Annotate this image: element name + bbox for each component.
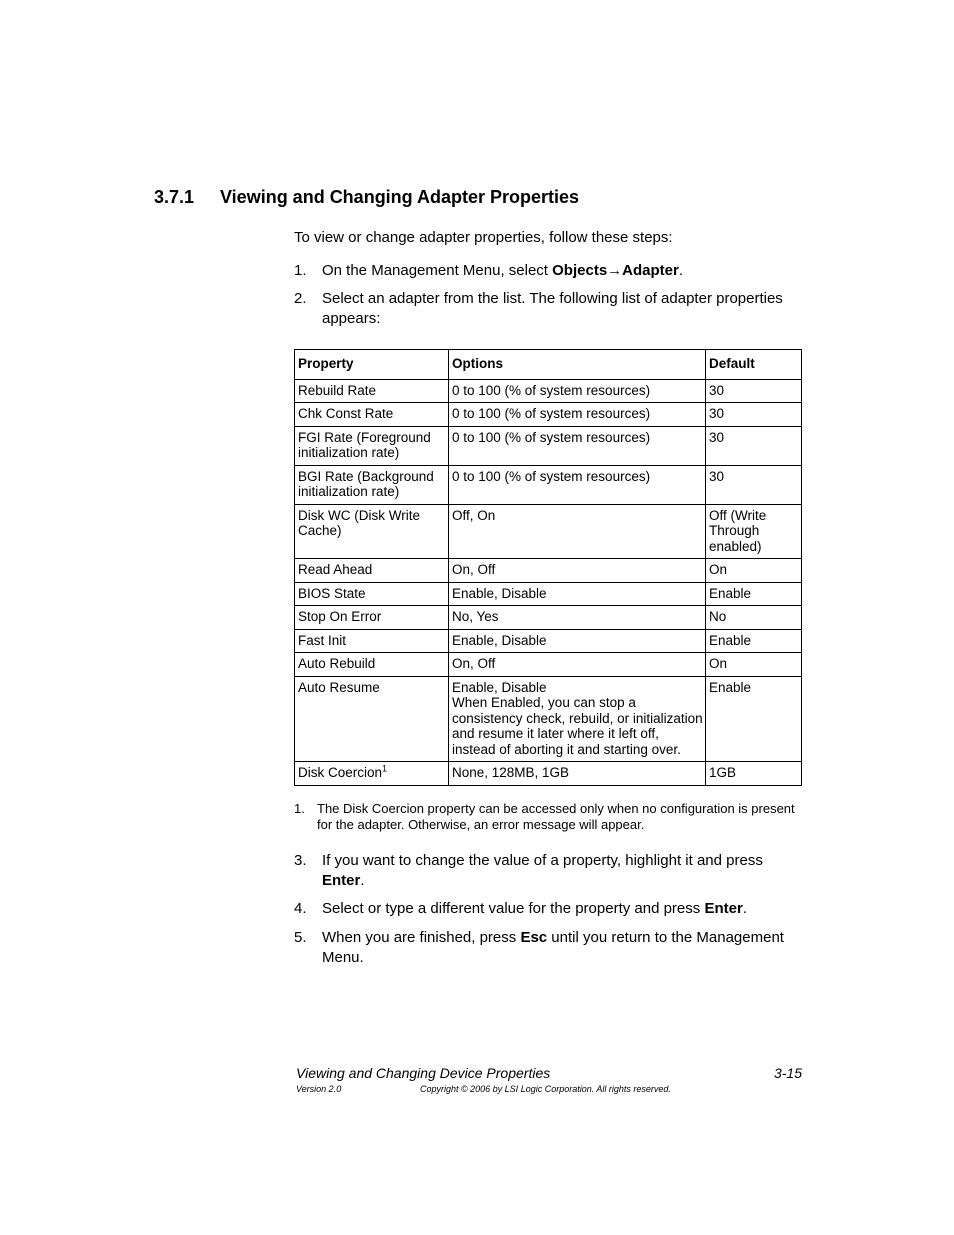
table-row [295, 762, 802, 786]
table-row [295, 676, 802, 762]
cell-options [449, 676, 706, 762]
column-header-options: Options [449, 350, 706, 380]
footnote-text: The Disk Coercion property can be accessed only when no configuration is present for the adapter. Otherwise, an error message will appear. [317, 801, 795, 832]
footer-page-number: 3-15 [773, 1065, 802, 1081]
table-footnote [294, 801, 802, 833]
footer-version: Version 2.0 [296, 1084, 342, 1094]
cell-property [295, 762, 449, 786]
column-header-default: Default [706, 350, 802, 380]
step-2 [294, 289, 802, 329]
table-header-row [295, 350, 802, 380]
cell-default: 30 [706, 426, 802, 465]
cell-options: None, 128MB, 1GB [449, 762, 706, 786]
table-row [295, 582, 802, 606]
cell-property: BIOS State [295, 582, 449, 606]
step-1 [294, 261, 802, 281]
cell-default: Enable [706, 582, 802, 606]
cell-property: Auto Rebuild [295, 653, 449, 677]
cell-options: On, Off [449, 653, 706, 677]
cell-options: No, Yes [449, 606, 706, 630]
table-row [295, 629, 802, 653]
footer-copyright: Copyright © 2006 by LSI Logic Corporation. All rights reserved. [420, 1084, 671, 1094]
step-text: On the Management Menu, select Objects→Adapter. [322, 262, 684, 279]
step-text: Select or type a different value for the property and press Enter. [322, 900, 747, 917]
step-number: 2. [294, 290, 307, 307]
cell-property: BGI Rate (Background initialization rate) [295, 465, 449, 504]
table-row [295, 559, 802, 583]
cell-property: Auto Resume [295, 676, 449, 762]
options-note: When Enabled, you can stop a consistency check, rebuild, or initialization and resume it later where it left off, instead of aborting it and starting over. [452, 695, 703, 757]
step-3 [294, 851, 802, 891]
cell-property: Read Ahead [295, 559, 449, 583]
cell-property: Chk Const Rate [295, 403, 449, 427]
cell-options: 0 to 100 (% of system resources) [449, 403, 706, 427]
step-number: 4. [294, 900, 307, 917]
section-number: 3.7.1 [154, 187, 195, 207]
cell-property: Fast Init [295, 629, 449, 653]
cell-default: 1GB [706, 762, 802, 786]
step-5 [294, 928, 802, 968]
table-row [295, 606, 802, 630]
table-row [295, 465, 802, 504]
column-header-property: Property [295, 350, 449, 380]
intro-paragraph: To view or change adapter properties, follow these steps: [294, 229, 673, 246]
cell-default: On [706, 559, 802, 583]
table-row [295, 379, 802, 403]
options-value: Enable, Disable [452, 679, 547, 695]
step-number: 5. [294, 929, 307, 946]
cell-default: On [706, 653, 802, 677]
table-row [295, 403, 802, 427]
cell-property: Disk WC (Disk Write Cache) [295, 504, 449, 559]
cell-property: Rebuild Rate [295, 379, 449, 403]
step-number: 1. [294, 262, 307, 279]
step-number: 3. [294, 852, 307, 869]
cell-property: FGI Rate (Foreground initialization rate) [295, 426, 449, 465]
cell-default: Enable [706, 629, 802, 653]
step-4 [294, 899, 802, 919]
cell-default: No [706, 606, 802, 630]
cell-property: Stop On Error [295, 606, 449, 630]
cell-options: Off, On [449, 504, 706, 559]
footnote-marker: 1 [382, 763, 388, 774]
cell-options: 0 to 100 (% of system resources) [449, 379, 706, 403]
cell-options: 0 to 100 (% of system resources) [449, 426, 706, 465]
section-title: Viewing and Changing Adapter Properties [220, 187, 580, 207]
cell-options: On, Off [449, 559, 706, 583]
step-text: Select an adapter from the list. The following list of adapter properties appears: [322, 290, 783, 327]
adapter-properties-table [294, 349, 802, 786]
table-row [295, 426, 802, 465]
step-text: When you are finished, press Esc until you return to the Management Menu. [322, 929, 784, 966]
table-row [295, 504, 802, 559]
cell-options: 0 to 100 (% of system resources) [449, 465, 706, 504]
cell-default: 30 [706, 403, 802, 427]
cell-default: Off (Write Through enabled) [706, 504, 802, 559]
step-text: If you want to change the value of a property, highlight it and press Enter. [322, 852, 763, 889]
table-row [295, 653, 802, 677]
footnote-number: 1. [294, 801, 305, 816]
property-value: Disk Coercion [298, 765, 383, 780]
cell-default: 30 [706, 379, 802, 403]
cell-default: 30 [706, 465, 802, 504]
section-heading [154, 187, 579, 208]
cell-default: Enable [706, 676, 802, 762]
cell-options: Enable, Disable [449, 629, 706, 653]
cell-options: Enable, Disable [449, 582, 706, 606]
footer-chapter-title: Viewing and Changing Device Properties [296, 1065, 551, 1081]
